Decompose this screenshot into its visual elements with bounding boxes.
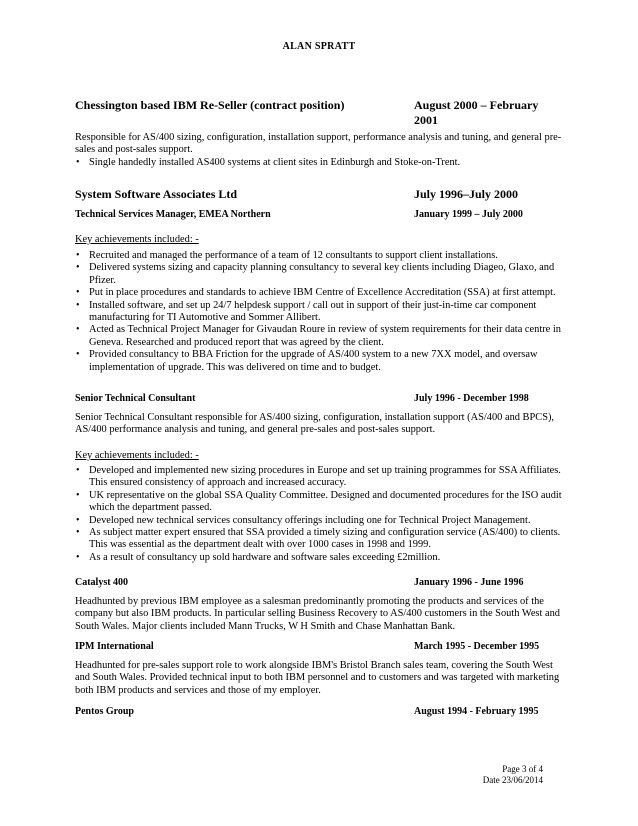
list-item: • Recruited and managed the performance of a team of 12 consultants to support client installations. bbox=[75, 250, 565, 262]
list-item: • Developed and implemented new sizing procedures in Europe and set up training programmes for SSA Affiliates. This ensured consistency of approach and increased accuracy. bbox=[75, 465, 565, 490]
role-description: Senior Technical Consultant responsible for AS/400 sizing, configuration, installation support (AS/400 and BPCS), AS/400 performance analysis and tuning, and general pre-sales and post-sales support. bbox=[75, 412, 555, 436]
company-dates: July 1996–July 2000 bbox=[414, 187, 519, 201]
company-name: IPM International bbox=[75, 641, 154, 652]
list-item: • Delivered systems sizing and capacity planning consultancy to several key clients including Diageo, Glaxo, and Pfizer. bbox=[75, 262, 565, 287]
list-item: • As a result of consultancy up sold hardware and software sales exceeding £2million. bbox=[75, 552, 565, 564]
job-ipm bbox=[75, 641, 565, 652]
role-title: Senior Technical Consultant bbox=[75, 393, 196, 404]
company-dates: March 1995 - December 1995 bbox=[414, 641, 540, 652]
role2-body bbox=[75, 412, 565, 437]
job-bullets bbox=[75, 157, 565, 169]
company-name: Catalyst 400 bbox=[75, 577, 129, 588]
job-dates: August 2000 – February 2001 bbox=[414, 98, 539, 127]
role-dates: January 1999 – July 2000 bbox=[414, 209, 523, 220]
job-chessington bbox=[75, 98, 565, 128]
job-description: Headhunted by previous IBM employee as a salesman predominantly promoting the products and services of the company but also IBM products. In particular selling Business Recovery to AS/400 customers in the South West and South Wales. Major clients included Mann Trucks, W H Smith and Chase Manhattan Bank. bbox=[75, 596, 560, 632]
job-catalyst-body bbox=[75, 596, 565, 633]
job-description: Responsible for AS/400 sizing, configuration, installation support, performance analysis and tuning, and general pre-sales and post-sales support. bbox=[75, 132, 562, 156]
list-item: • Developed new technical services consultancy offerings including one for Technical Project Management. bbox=[75, 515, 565, 527]
list-item: • UK representative on the global SSA Quality Committee. Designed and documented procedures for the ISO audit which the department passed. bbox=[75, 490, 565, 515]
job-ssa bbox=[75, 187, 565, 202]
role-senior-technical-consultant bbox=[75, 393, 565, 404]
role1-achievements bbox=[75, 250, 565, 374]
achievements-label: Key achievements included: - bbox=[75, 450, 199, 461]
role-heading-row bbox=[75, 393, 565, 404]
company-name: Pentos Group bbox=[75, 706, 134, 717]
job-title: Chessington based IBM Re-Seller (contract position) bbox=[75, 98, 345, 112]
role1-achievements-label bbox=[75, 229, 565, 247]
job-catalyst bbox=[75, 577, 565, 588]
company-heading-row bbox=[75, 706, 565, 717]
achievements-label: Key achievements included: - bbox=[75, 234, 199, 245]
list-item: • Provided consultancy to BBA Friction for the upgrade of AS/400 system to a new 7XX model, and oversaw implementation of upgrade. This was delivered on time and to budget. bbox=[75, 349, 565, 374]
candidate-name: ALAN SPRATT bbox=[282, 41, 356, 52]
achievement-list bbox=[75, 250, 565, 374]
role-title: Technical Services Manager, EMEA Northern bbox=[75, 209, 271, 220]
role-dates: July 1996 - December 1998 bbox=[414, 393, 529, 404]
page-footer bbox=[483, 764, 543, 786]
company-name: System Software Associates Ltd bbox=[75, 187, 238, 201]
company-heading-row bbox=[75, 641, 565, 652]
job-heading-row bbox=[75, 98, 565, 128]
role2-achievements bbox=[75, 465, 565, 564]
company-heading-row bbox=[75, 577, 565, 588]
job-chessington-body bbox=[75, 132, 565, 169]
company-dates: August 1994 - February 1995 bbox=[414, 706, 539, 717]
role2-achievements-label bbox=[75, 445, 565, 463]
job-pentos bbox=[75, 706, 565, 717]
company-dates: January 1996 - June 1996 bbox=[414, 577, 524, 588]
list-item: • Put in place procedures and standards to achieve IBM Centre of Excellence Accreditation (SSA) at first attempt. bbox=[75, 287, 565, 299]
achievement-list bbox=[75, 465, 565, 564]
list-item: • Acted as Technical Project Manager for Givaudan Roure in review of system requirements for their data centre in Geneva. Researched and produced report that was agreed by the client. bbox=[75, 324, 565, 349]
job-description: Headhunted for pre-sales support role to work alongside IBM's Bristol Branch sales team, covering the South West and South Wales. Provided technical input to both IBM personnel and to customers and was targeted with marketing both IBM products and services and those of my employer. bbox=[75, 660, 560, 696]
role-heading-row bbox=[75, 209, 565, 220]
company-heading-row bbox=[75, 187, 565, 202]
footer-date: Date 23/06/2014 bbox=[482, 775, 543, 785]
job-ipm-body bbox=[75, 660, 565, 697]
list-item: • Single handedly installed AS400 systems at client sites in Edinburgh and Stoke-on-Trent. bbox=[75, 157, 565, 169]
list-item: • As subject matter expert ensured that SSA provided a timely sizing and configuration service (AS/400) to clients. This was essential as the department dealt with over 1000 cases in 1998 and 1999. bbox=[75, 527, 565, 552]
page-number: Page 3 of 4 bbox=[502, 764, 543, 774]
list-item: • Installed software, and set up 24/7 helpdesk support / call out in support of their just-in-time car component manufacturing for TI Automotive and Sommer Allibert. bbox=[75, 300, 565, 325]
role-technical-services-manager bbox=[75, 209, 565, 220]
